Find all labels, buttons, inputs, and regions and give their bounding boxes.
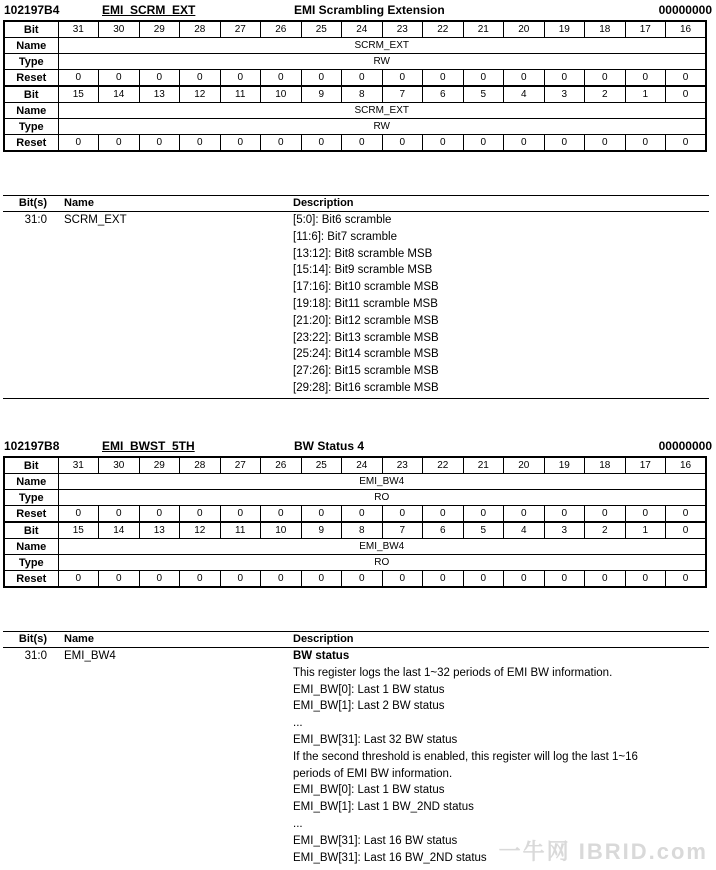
reset-value-cell: 0 <box>666 70 707 87</box>
row-label-name: Name <box>4 539 58 555</box>
field-type-cell: RO <box>58 555 706 571</box>
header-description: Description <box>293 633 354 645</box>
bit-number-cell: 8 <box>342 522 383 539</box>
description-header <box>3 195 709 212</box>
bit-number-cell: 6 <box>423 86 464 103</box>
reset-value-cell: 0 <box>463 135 504 152</box>
row-label-type: Type <box>4 555 58 571</box>
bit-number-cell: 7 <box>382 86 423 103</box>
bit-number-cell: 11 <box>220 522 261 539</box>
bit-number-cell: 30 <box>99 457 140 474</box>
header-bits: Bit(s) <box>18 633 47 645</box>
bit-number-cell: 29 <box>139 457 180 474</box>
reset-value-cell: 0 <box>666 135 707 152</box>
row-label-reset: Reset <box>4 70 58 87</box>
row-label-bit: Bit <box>4 21 58 38</box>
row-label-reset: Reset <box>4 506 58 523</box>
reset-value-cell: 0 <box>504 135 545 152</box>
reset-value-cell: 0 <box>382 135 423 152</box>
field-name-row <box>4 38 706 54</box>
reset-value-cell: 0 <box>139 506 180 523</box>
reset-value-cell: 0 <box>463 70 504 87</box>
field-description-row <box>3 648 709 866</box>
bit-number-cell: 4 <box>504 86 545 103</box>
reset-value-cell: 0 <box>504 70 545 87</box>
reset-value-cell: 0 <box>261 571 302 588</box>
field-description-line: [27:26]: Bit15 scramble MSB <box>293 365 439 378</box>
bit-number-cell: 16 <box>666 457 707 474</box>
bit-number-cell: 5 <box>463 522 504 539</box>
row-label-name: Name <box>4 38 58 54</box>
bit-number-cell: 24 <box>342 457 383 474</box>
register-name: EMI_BWST_5TH <box>102 439 195 453</box>
bit-number-cell: 24 <box>342 21 383 38</box>
field-description-line: [15:14]: Bit9 scramble MSB <box>293 264 433 277</box>
header-bits: Bit(s) <box>18 197 47 209</box>
bit-number-cell: 26 <box>261 21 302 38</box>
bit-number-cell: 22 <box>423 21 464 38</box>
reset-row <box>4 70 706 87</box>
bit-number-cell: 28 <box>180 21 221 38</box>
reset-value-cell: 0 <box>585 135 626 152</box>
field-name-row <box>4 474 706 490</box>
register-header <box>4 2 712 18</box>
bit-number-cell: 2 <box>585 522 626 539</box>
field-description-line: EMI_BW[31]: Last 32 BW status <box>293 733 458 746</box>
watermark: 一牛网 IBRID.com <box>498 839 708 864</box>
field-description-line: EMI_BW[0]: Last 1 BW status <box>293 784 445 797</box>
field-type-row <box>4 54 706 70</box>
bit-number-cell: 9 <box>301 522 342 539</box>
reset-value-cell: 0 <box>99 135 140 152</box>
row-label-type: Type <box>4 119 58 135</box>
reset-value-cell: 0 <box>463 506 504 523</box>
bit-number-cell: 23 <box>382 457 423 474</box>
row-label-bit: Bit <box>4 522 58 539</box>
header-description: Description <box>293 197 354 209</box>
reset-value-cell: 0 <box>99 571 140 588</box>
bit-number-cell: 14 <box>99 522 140 539</box>
reset-value-cell: 0 <box>139 135 180 152</box>
register-name: EMI_SCRM_EXT <box>102 3 196 17</box>
register-header <box>4 438 712 454</box>
bit-number-cell: 18 <box>585 457 626 474</box>
bit-number-cell: 17 <box>625 21 666 38</box>
reset-value-cell: 0 <box>544 70 585 87</box>
field-description-line: [29:28]: Bit16 scramble MSB <box>293 381 439 394</box>
field-description-line: EMI_BW[1]: Last 2 BW status <box>293 700 445 713</box>
reset-value-cell: 0 <box>301 506 342 523</box>
bit-number-cell: 17 <box>625 457 666 474</box>
bit-number-row <box>4 86 706 103</box>
reset-value-cell: 0 <box>99 506 140 523</box>
row-label-bit: Bit <box>4 86 58 103</box>
field-description-line: EMI_BW[31]: Last 16 BW_2ND status <box>293 851 487 864</box>
reset-value-cell: 0 <box>423 506 464 523</box>
bit-number-cell: 25 <box>301 457 342 474</box>
header-name: Name <box>64 633 94 645</box>
reset-value-cell: 0 <box>220 506 261 523</box>
bit-number-cell: 6 <box>423 522 464 539</box>
reset-value-cell: 0 <box>625 135 666 152</box>
reset-value-cell: 0 <box>342 135 383 152</box>
bit-number-cell: 21 <box>463 21 504 38</box>
field-description-line: EMI_BW[1]: Last 1 BW_2ND status <box>293 801 474 814</box>
reset-value-cell: 0 <box>382 70 423 87</box>
bit-number-cell: 3 <box>544 86 585 103</box>
bit-number-cell: 13 <box>139 86 180 103</box>
field-type-row <box>4 555 706 571</box>
field-name-cell: SCRM_EXT <box>58 38 706 54</box>
bit-number-cell: 22 <box>423 457 464 474</box>
row-label-name: Name <box>4 103 58 119</box>
bit-number-cell: 29 <box>139 21 180 38</box>
field-description-line: EMI_BW[31]: Last 16 BW status <box>293 834 458 847</box>
bit-number-row <box>4 522 706 539</box>
field-description-line: EMI_BW[0]: Last 1 BW status <box>293 683 445 696</box>
field-name-row <box>4 539 706 555</box>
field-description-line: This register logs the last 1~32 periods of EMI BW information. <box>293 666 613 679</box>
bit-field-table <box>3 456 707 588</box>
reset-value-cell: 0 <box>58 70 99 87</box>
bit-number-cell: 31 <box>58 21 99 38</box>
bit-number-cell: 16 <box>666 21 707 38</box>
field-type-cell: RO <box>58 490 706 506</box>
reset-value-cell: 0 <box>625 70 666 87</box>
reset-value-cell: 0 <box>504 506 545 523</box>
field-bits: 31:0 <box>24 650 47 662</box>
field-name-row <box>4 103 706 119</box>
reset-value-cell: 0 <box>544 135 585 152</box>
bit-number-cell: 8 <box>342 86 383 103</box>
reset-value-cell: 0 <box>58 506 99 523</box>
bit-number-cell: 0 <box>666 86 707 103</box>
reset-value-cell: 0 <box>585 571 626 588</box>
bit-number-cell: 3 <box>544 522 585 539</box>
field-description-row <box>3 212 709 397</box>
field-description-line: [19:18]: Bit11 scramble MSB <box>293 297 438 310</box>
bit-number-cell: 28 <box>180 457 221 474</box>
field-description-line: [11:6]: Bit7 scramble <box>293 230 397 243</box>
field-name-cell: EMI_BW4 <box>58 474 706 490</box>
reset-value-cell: 0 <box>301 135 342 152</box>
field-description <box>293 648 709 866</box>
bit-number-cell: 19 <box>544 21 585 38</box>
field-type-cell: RW <box>58 119 706 135</box>
field-type-row <box>4 490 706 506</box>
reset-value-cell: 0 <box>180 135 221 152</box>
field-description-title: BW status <box>293 650 350 662</box>
reset-row <box>4 571 706 588</box>
bit-number-cell: 10 <box>261 86 302 103</box>
bit-number-cell: 20 <box>504 457 545 474</box>
reset-value-cell: 0 <box>220 70 261 87</box>
bit-number-cell: 31 <box>58 457 99 474</box>
row-label-bit: Bit <box>4 457 58 474</box>
reset-value-cell: 0 <box>382 506 423 523</box>
field-name-cell: EMI_BW4 <box>58 539 706 555</box>
reset-value-cell: 0 <box>342 506 383 523</box>
bit-field-table <box>3 20 707 152</box>
register-title: EMI Scrambling Extension <box>294 3 445 17</box>
reset-value-cell: 0 <box>261 135 302 152</box>
reset-value-cell: 0 <box>585 506 626 523</box>
bit-number-cell: 2 <box>585 86 626 103</box>
field-description-table <box>3 631 709 866</box>
reset-value-cell: 0 <box>180 571 221 588</box>
register-default-value: 00000000 <box>658 439 712 453</box>
reset-value-cell: 0 <box>180 70 221 87</box>
reset-value-cell: 0 <box>220 135 261 152</box>
bit-number-cell: 27 <box>220 457 261 474</box>
description-end-rule <box>3 398 709 399</box>
field-description-line: [13:12]: Bit8 scramble MSB <box>293 247 433 260</box>
field-type-cell: RW <box>58 54 706 70</box>
reset-value-cell: 0 <box>301 571 342 588</box>
bit-number-cell: 27 <box>220 21 261 38</box>
register-title: BW Status 4 <box>294 439 365 453</box>
field-bits: 31:0 <box>24 214 47 226</box>
field-description-line: [25:24]: Bit14 scramble MSB <box>293 348 439 361</box>
reset-value-cell: 0 <box>261 506 302 523</box>
reset-value-cell: 0 <box>382 571 423 588</box>
field-description-line: periods of EMI BW information. <box>293 767 453 780</box>
reset-value-cell: 0 <box>504 571 545 588</box>
bit-number-cell: 21 <box>463 457 504 474</box>
register-address: 102197B4 <box>4 3 60 17</box>
row-label-type: Type <box>4 490 58 506</box>
bit-number-cell: 18 <box>585 21 626 38</box>
reset-value-cell: 0 <box>544 571 585 588</box>
bit-number-cell: 11 <box>220 86 261 103</box>
reset-value-cell: 0 <box>625 571 666 588</box>
reset-value-cell: 0 <box>423 571 464 588</box>
reset-value-cell: 0 <box>301 70 342 87</box>
bit-number-cell: 10 <box>261 522 302 539</box>
bit-number-cell: 14 <box>99 86 140 103</box>
field-description-line: [23:22]: Bit13 scramble MSB <box>293 331 439 344</box>
reset-value-cell: 0 <box>585 70 626 87</box>
reset-value-cell: 0 <box>342 571 383 588</box>
bit-number-cell: 25 <box>301 21 342 38</box>
bit-number-cell: 30 <box>99 21 140 38</box>
field-type-row <box>4 119 706 135</box>
field-name: EMI_BW4 <box>64 650 116 662</box>
field-description-line: [17:16]: Bit10 scramble MSB <box>293 281 439 294</box>
field-description <box>293 212 709 397</box>
field-name: SCRM_EXT <box>64 214 127 226</box>
row-label-name: Name <box>4 474 58 490</box>
bit-number-cell: 1 <box>625 522 666 539</box>
bit-number-row <box>4 457 706 474</box>
bit-number-cell: 15 <box>58 86 99 103</box>
reset-value-cell: 0 <box>666 571 707 588</box>
reset-value-cell: 0 <box>463 571 504 588</box>
bit-number-cell: 20 <box>504 21 545 38</box>
bit-number-cell: 5 <box>463 86 504 103</box>
reset-value-cell: 0 <box>58 135 99 152</box>
reset-value-cell: 0 <box>261 70 302 87</box>
field-description-line: ... <box>293 817 303 830</box>
bit-number-cell: 19 <box>544 457 585 474</box>
bit-number-cell: 12 <box>180 86 221 103</box>
bit-number-cell: 7 <box>382 522 423 539</box>
bit-number-cell: 1 <box>625 86 666 103</box>
reset-value-cell: 0 <box>423 135 464 152</box>
description-header <box>3 631 709 648</box>
reset-value-cell: 0 <box>58 571 99 588</box>
bit-number-cell: 0 <box>666 522 707 539</box>
row-label-type: Type <box>4 54 58 70</box>
reset-value-cell: 0 <box>139 70 180 87</box>
field-description-line: If the second threshold is enabled, this register will log the last 1~16 <box>293 750 638 763</box>
reset-value-cell: 0 <box>180 506 221 523</box>
reset-row <box>4 135 706 152</box>
reset-value-cell: 0 <box>342 70 383 87</box>
bit-number-cell: 23 <box>382 21 423 38</box>
reset-row <box>4 506 706 523</box>
header-name: Name <box>64 197 94 209</box>
field-description-line: ... <box>293 717 303 730</box>
field-description-table <box>3 195 709 397</box>
bit-number-cell: 12 <box>180 522 221 539</box>
reset-value-cell: 0 <box>99 70 140 87</box>
field-description-line: [21:20]: Bit12 scramble MSB <box>293 314 439 327</box>
register-default-value: 00000000 <box>658 3 712 17</box>
reset-value-cell: 0 <box>220 571 261 588</box>
row-label-reset: Reset <box>4 571 58 588</box>
bit-number-cell: 9 <box>301 86 342 103</box>
bit-number-cell: 13 <box>139 522 180 539</box>
reset-value-cell: 0 <box>666 506 707 523</box>
reset-value-cell: 0 <box>139 571 180 588</box>
field-description-line: [5:0]: Bit6 scramble <box>293 214 392 226</box>
reset-value-cell: 0 <box>423 70 464 87</box>
reset-value-cell: 0 <box>544 506 585 523</box>
bit-number-cell: 26 <box>261 457 302 474</box>
register-address: 102197B8 <box>4 439 60 453</box>
row-label-reset: Reset <box>4 135 58 152</box>
bit-number-cell: 4 <box>504 522 545 539</box>
field-name-cell: SCRM_EXT <box>58 103 706 119</box>
bit-number-row <box>4 21 706 38</box>
bit-number-cell: 15 <box>58 522 99 539</box>
reset-value-cell: 0 <box>625 506 666 523</box>
